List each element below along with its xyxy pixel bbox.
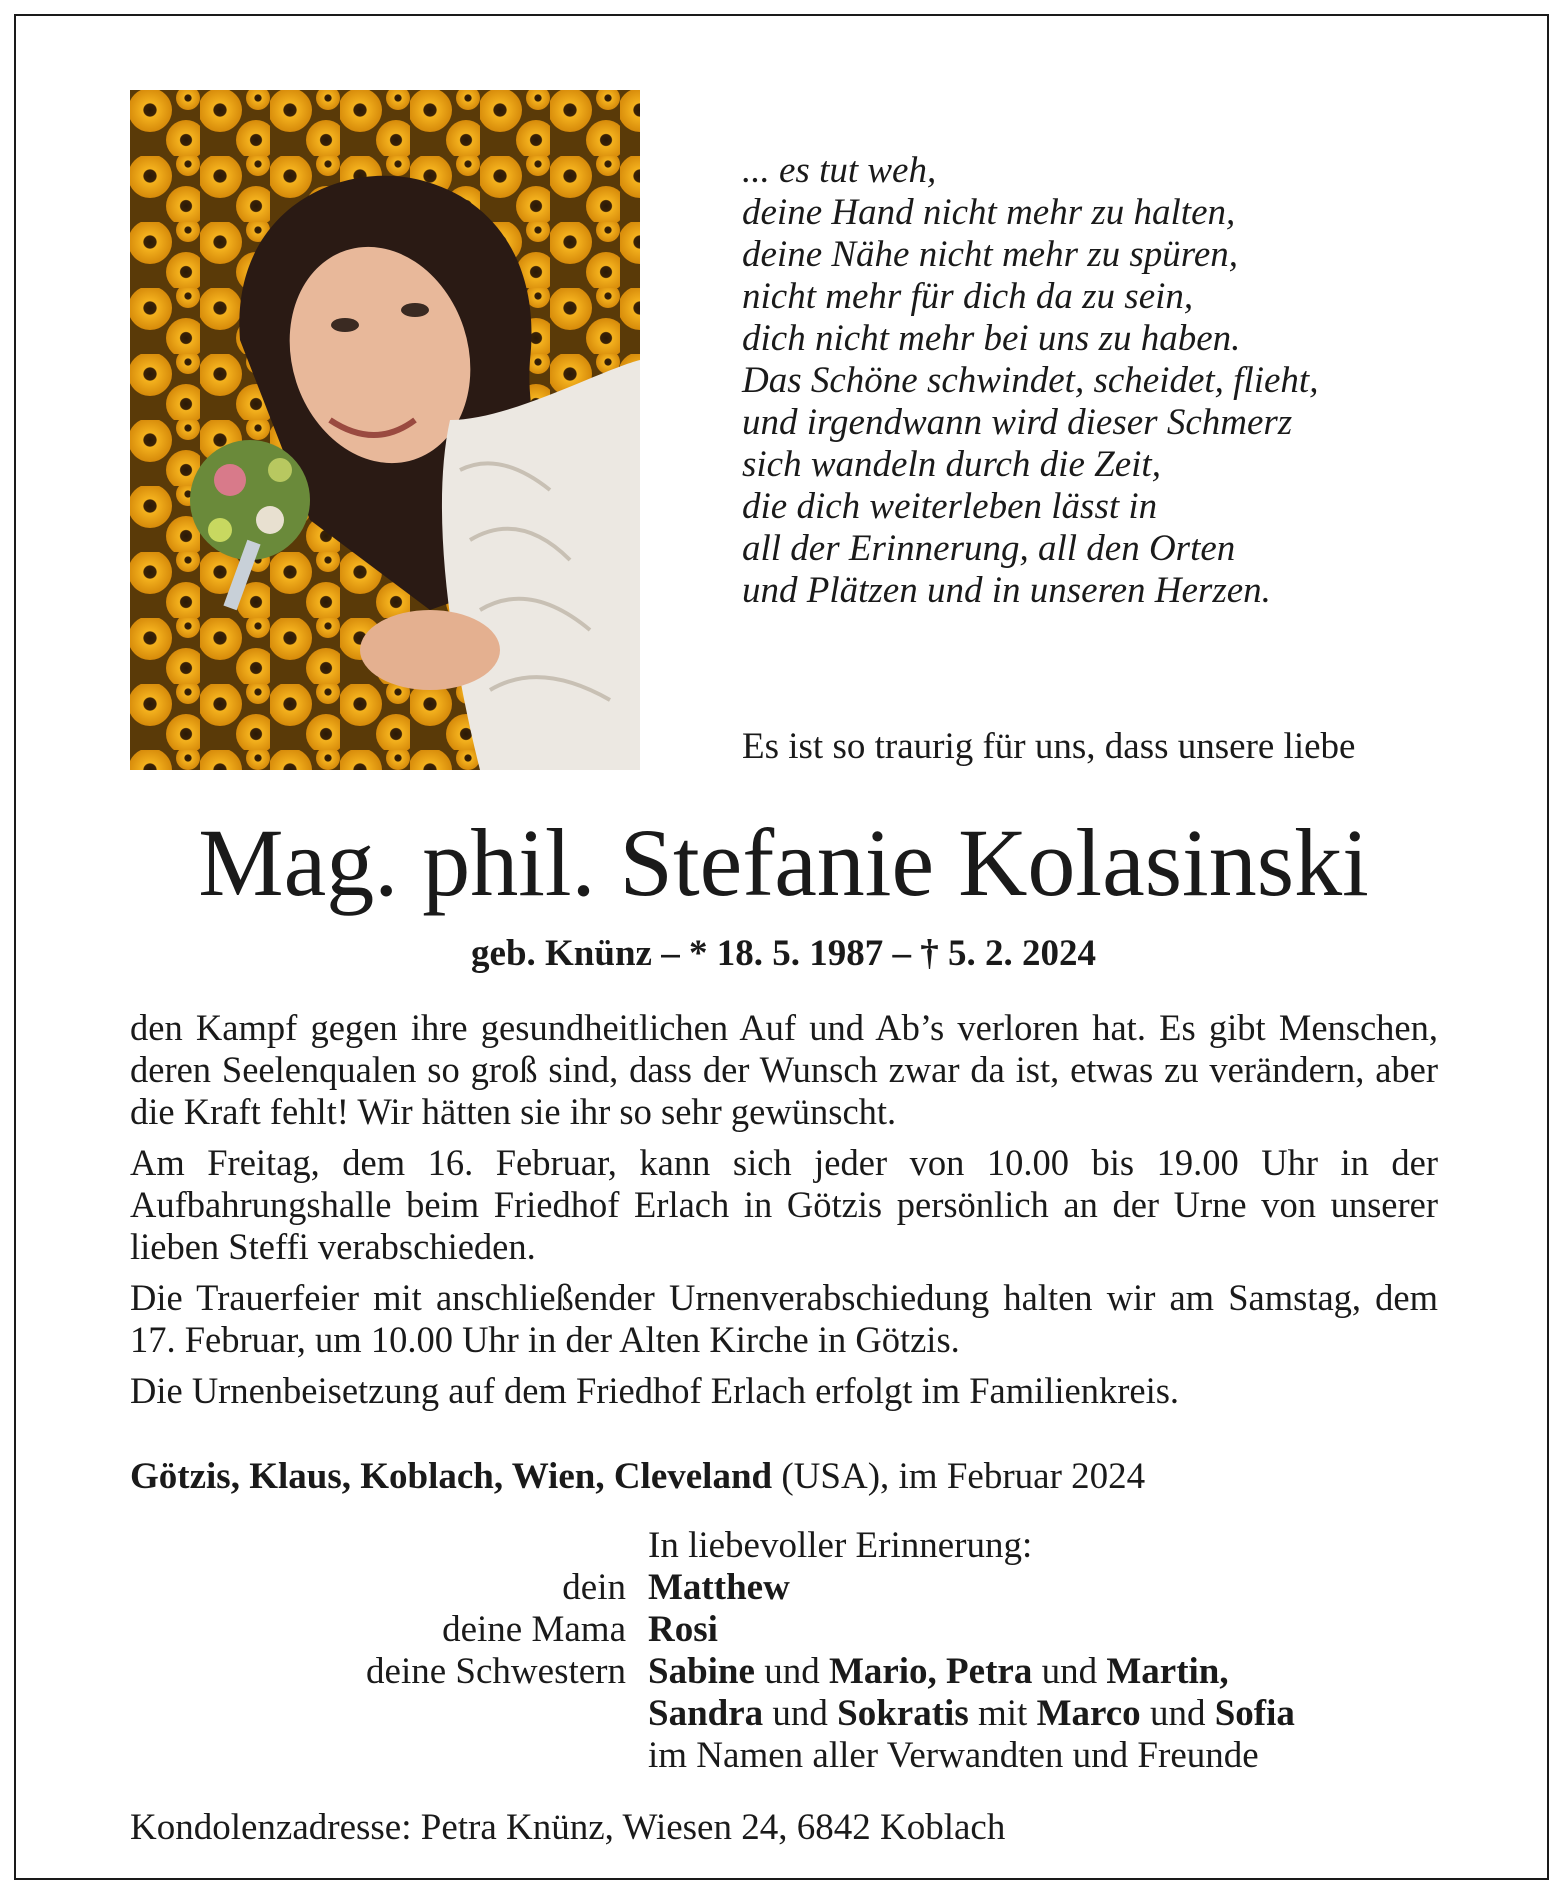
- signer-name: Martin,: [1106, 1651, 1229, 1692]
- connector-text: und: [1032, 1651, 1107, 1692]
- signers-block: [130, 1525, 1450, 1777]
- birth-death-line: geb. Knünz – * 18. 5. 1987 – † 5. 2. 2024: [471, 933, 1096, 974]
- poem-line: dich nicht mehr bei uns zu haben.: [742, 318, 1241, 359]
- poem-line: deine Hand nicht mehr zu halten,: [742, 192, 1236, 233]
- poem-line: sich wandeln durch die Zeit,: [742, 444, 1161, 485]
- poem: [742, 150, 1318, 612]
- poem-line: und Plätzen und in unseren Herzen.: [742, 570, 1271, 611]
- announcement-body: [130, 1007, 1438, 1421]
- poem-line: Das Schöne schwindet, scheidet, flieht,: [742, 360, 1319, 401]
- signers-closing: im Namen aller Verwandten und Freunde: [648, 1735, 1259, 1776]
- signer-name: Rosi: [648, 1609, 718, 1650]
- signer-row: [130, 1693, 1450, 1735]
- signer-name: Matthew: [648, 1567, 790, 1608]
- deceased-name: Mag. phil. Stefanie Kolasinski: [198, 809, 1369, 916]
- poem-line: ... es tut weh,: [742, 150, 937, 191]
- place-rest: (USA), im Februar 2024: [772, 1456, 1146, 1497]
- relation-label: deine Mama: [442, 1609, 626, 1650]
- poem-line: all der Erinnerung, all den Orten: [742, 528, 1236, 569]
- signer-name: Marco: [1036, 1693, 1141, 1734]
- body-paragraph: den Kampf gegen ihre gesundheitlichen Auf und Ab’s verloren hat. Es gibt Menschen, deren Seelenqualen so groß sind, dass der Wunsch zwar da ist, etwas zu verändern, aber die Kraft fehlt! Wir hätten sie ihr so sehr gewünscht.: [130, 1007, 1438, 1132]
- body-paragraph: Die Urnenbeisetzung auf dem Friedhof Erlach erfolgt im Familienkreis.: [130, 1370, 1180, 1411]
- signer-name: Sandra: [648, 1693, 764, 1734]
- intro-text: Es ist so traurig für uns, dass unsere liebe: [742, 726, 1356, 767]
- connector-text: und: [754, 1651, 829, 1692]
- poem-line: nicht mehr für dich da zu sein,: [742, 276, 1194, 317]
- signer-name: Sokratis: [837, 1693, 969, 1734]
- poem-line: deine Nähe nicht mehr zu spüren,: [742, 234, 1238, 275]
- condolence-address: Kondolenzadresse: Petra Knünz, Wiesen 24, 6842 Koblach: [130, 1807, 1006, 1848]
- poem-line: die dich weiterleben lässt in: [742, 486, 1158, 527]
- relation-label: deine Schwestern: [366, 1651, 626, 1692]
- place-date-line: [130, 1455, 1145, 1498]
- signer-row: [130, 1735, 1450, 1777]
- signers-heading-row: [130, 1525, 1450, 1567]
- place-towns: Götzis, Klaus, Koblach, Wien, Cleveland: [130, 1456, 773, 1497]
- portrait-photo-icon: [130, 90, 640, 770]
- portrait-photo: [130, 90, 640, 770]
- signers-heading: In liebevoller Erinnerung:: [648, 1525, 1033, 1566]
- body-paragraph: Am Freitag, dem 16. Februar, kann sich jeder von 10.00 bis 19.00 Uhr in der Aufbahrungshalle beim Friedhof Erlach in Götzis persönlich an der Urne von unserer lieben Steffi verabschieden.: [130, 1142, 1438, 1267]
- connector-text: mit: [968, 1693, 1037, 1734]
- signer-row: [130, 1567, 1450, 1609]
- signer-name: Sabine: [648, 1651, 755, 1692]
- connector-text: und: [1140, 1693, 1215, 1734]
- connector-text: und: [763, 1693, 838, 1734]
- signer-row: [130, 1609, 1450, 1651]
- signer-name: Mario, Petra: [828, 1651, 1033, 1692]
- poem-line: und irgendwann wird dieser Schmerz: [742, 402, 1293, 443]
- body-paragraph: Die Trauerfeier mit anschließender Urnenverabschiedung halten wir am Samstag, dem 17. Februar, um 10.00 Uhr in der Alten Kirche in Götzis.: [130, 1277, 1438, 1360]
- relation-label: dein: [562, 1567, 626, 1608]
- signer-row: [130, 1651, 1450, 1693]
- signer-name: Sofia: [1214, 1693, 1295, 1734]
